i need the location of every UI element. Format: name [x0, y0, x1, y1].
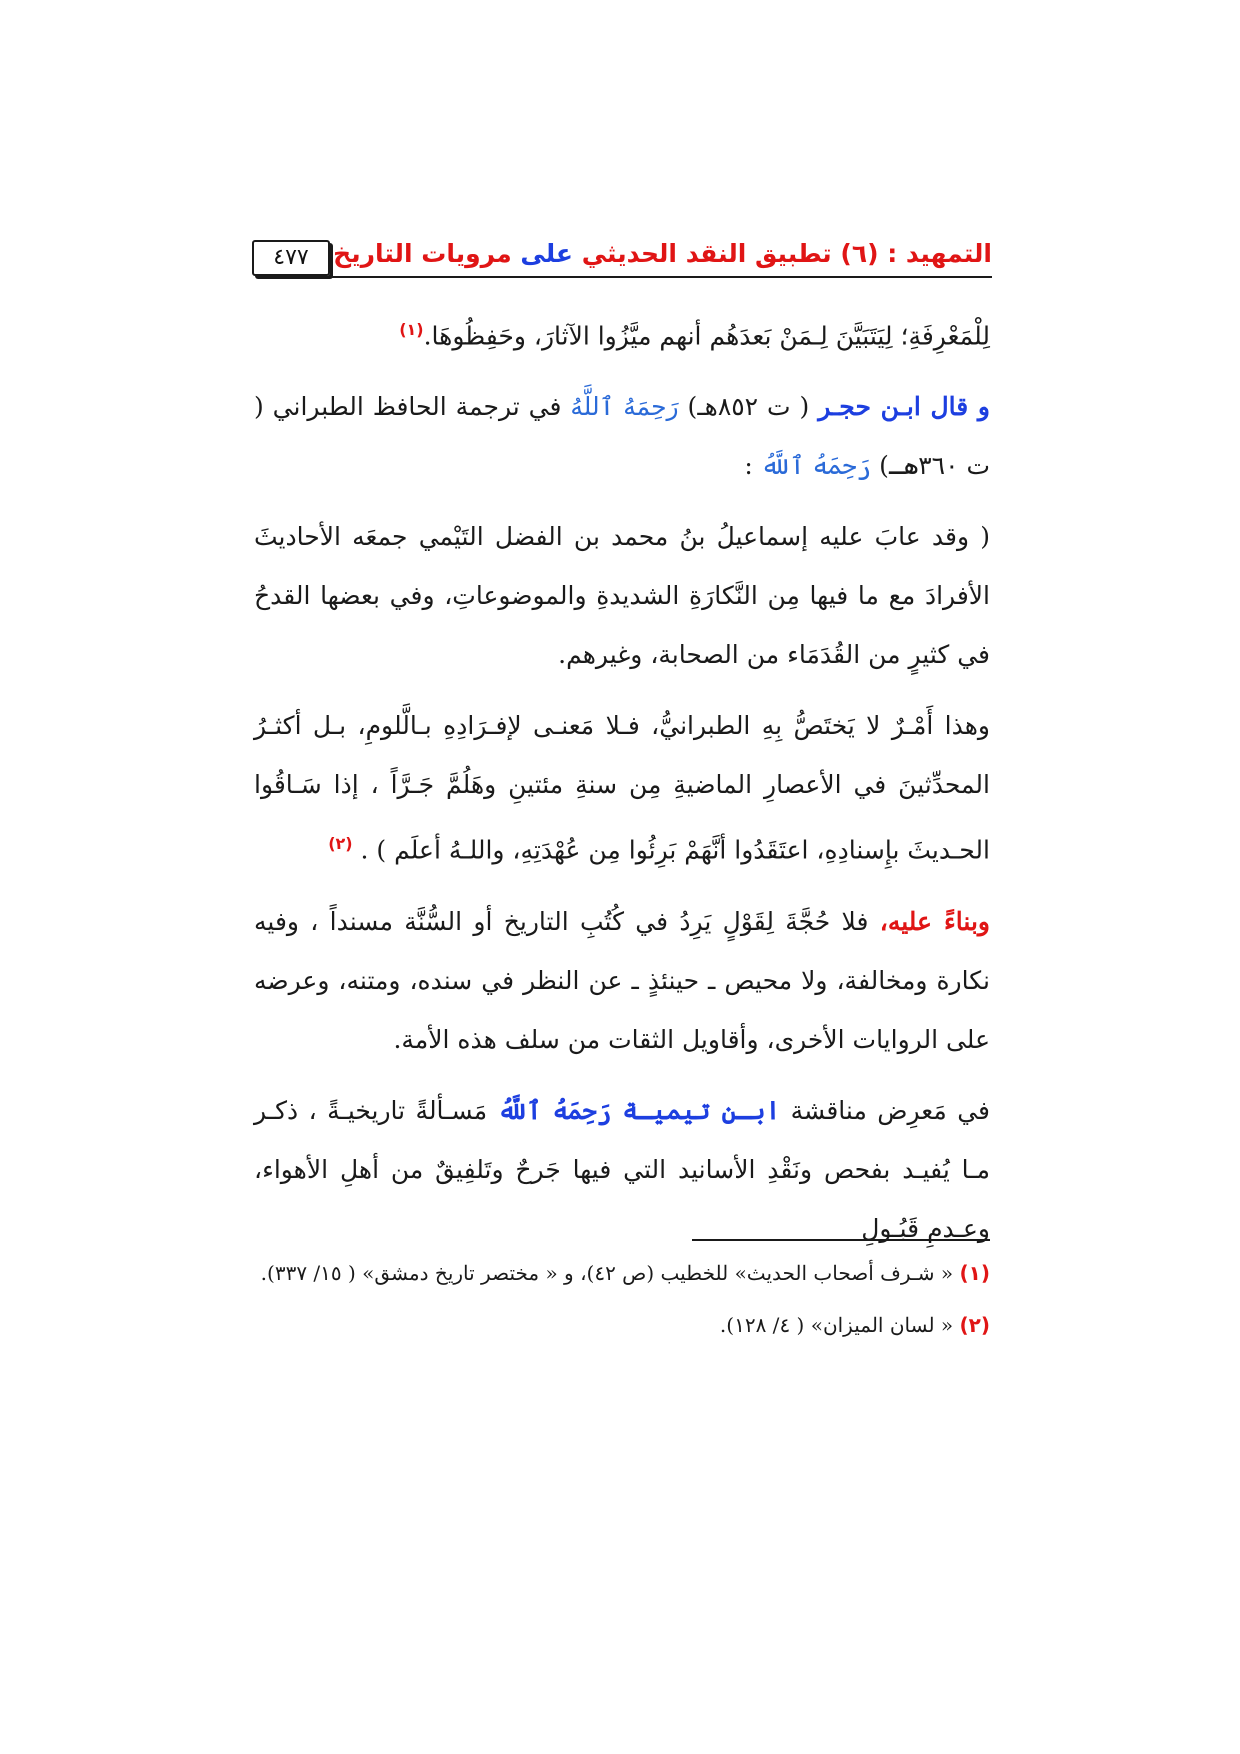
- footnote-2: [254, 1304, 990, 1346]
- footnote-1-text: « شـرف أصحاب الحديث» للخطيب (ص ٤٢)، و « مختصر تاريخ دمشق» ( ١٥/ ٣٣٧).: [260, 1261, 954, 1285]
- footnote-2-number: (٢): [959, 1313, 990, 1337]
- paragraph-4: [254, 696, 990, 879]
- footnote-2-text: « لسان الميزان» ( ٤/ ١٢٨).: [719, 1313, 954, 1337]
- paragraph-5: [254, 892, 990, 1069]
- paragraph-2: [254, 377, 990, 495]
- paragraph-1: [254, 300, 990, 365]
- paragraph-2-text-b: في ترجمة الحافظ الطبراني ( ت ٣٦٠هـ): [254, 392, 990, 481]
- quoted-author-ibn-taymiyyah: ابـن تيميـة رَحِمَهُ ٱللَّهُ: [497, 1095, 781, 1125]
- paragraph-3: ( وقد عابَ عليه إسماعيلُ بنُ محمد بن الفضل التَيْمي جمعَه الأحاديثَ الأفرادَ مع ما فيها مِن النَّكارَةِ الشديدةِ والموضوعاتِ، وفي بعضها القدحُ في كثيرٍ من القُدَمَاء من الصحابة، وغيرهم.: [254, 522, 990, 670]
- footnote-1: [254, 1252, 990, 1294]
- footnote-separator: [692, 1239, 990, 1241]
- running-title-subject: مرويات التاريخ: [333, 239, 512, 268]
- running-title-connector: على: [520, 239, 573, 268]
- quoted-author-ibn-hajar: و قال ابـن حجـر: [818, 392, 990, 422]
- paragraph-2-text-c: :: [744, 451, 761, 481]
- paragraph-5-lead: وبناءً عليه،: [879, 906, 990, 936]
- honorific-1: رَحِمَهُ ٱللَّهُ: [570, 392, 679, 422]
- page-header: [252, 234, 992, 282]
- running-title-chapter: التمهيد : (٦) تطبيق النقد الحديثي: [581, 239, 992, 268]
- paragraph-4-text: وهذا أَمْـرٌ لا يَختَصُّ بِهِ الطبرانيُّ، فـلا مَعنـى لإفـرَادِهِ بـالَّلومِ، بـل أكثـرُ المحدِّثينَ في الأعصارِ الماضيةِ مِن سنةِ مئتينِ وهَلُمَّ جَـرَّاً ، إذا سَـاقُوا الحـديثَ بإِسنادِهِ، اعتَقَدُوا أنَّهَمْ بَرِئُوا مِن عُهْدَتِهِ، واللـهُ أعلَم ) .: [254, 711, 990, 865]
- page-number: ٤٧٧: [252, 240, 330, 276]
- body-text: [254, 300, 990, 1258]
- paragraph-1-text: لِلْمَعْرِفَةِ؛ لِيَتَبَيَّنَ لِـمَنْ بَعدَهُم أنهم ميَّزُوا الآثارَ، وحَفِظُوهَا.: [423, 321, 990, 351]
- paragraph-2-text-a: ( ت ٨٥٢هـ): [678, 392, 819, 422]
- paragraph-6: [254, 1081, 990, 1258]
- footnote-ref-2[interactable]: (٢): [328, 834, 353, 854]
- running-title: [333, 234, 992, 274]
- paragraph-6-text-a: في مَعرِض مناقشة: [780, 1095, 990, 1125]
- paragraph-6-text-b: مَسـألةً تاريخيـةً ، ذكـر مـا يُفيـد بفحص ونَقْدِ الأسانيد التي فيها جَرحٌ وتَلفِيقٌ من أهلِ الأهواء، وعـدمِ قَبُـولِ: [254, 1095, 990, 1243]
- header-rule: [312, 276, 992, 278]
- footnotes: [254, 1252, 990, 1346]
- footnote-ref-1[interactable]: (١): [399, 320, 424, 339]
- footnote-1-number: (١): [959, 1261, 990, 1285]
- honorific-2: رَحِمَهُ ٱللَّهُ: [760, 451, 872, 481]
- paragraph-5-text: فلا حُجَّةَ لِقَوْلٍ يَرِدُ في كُتُبِ التاريخ أو السُّنَّة مسنداً ، وفيه نكارة ومخالفة، ولا محيص ـ حينئذٍ ـ عن النظر في سنده، ومتنه، وعرضه على الروايات الأخرى، وأقاويل الثقات من سلف هذه الأمة.: [254, 906, 990, 1054]
